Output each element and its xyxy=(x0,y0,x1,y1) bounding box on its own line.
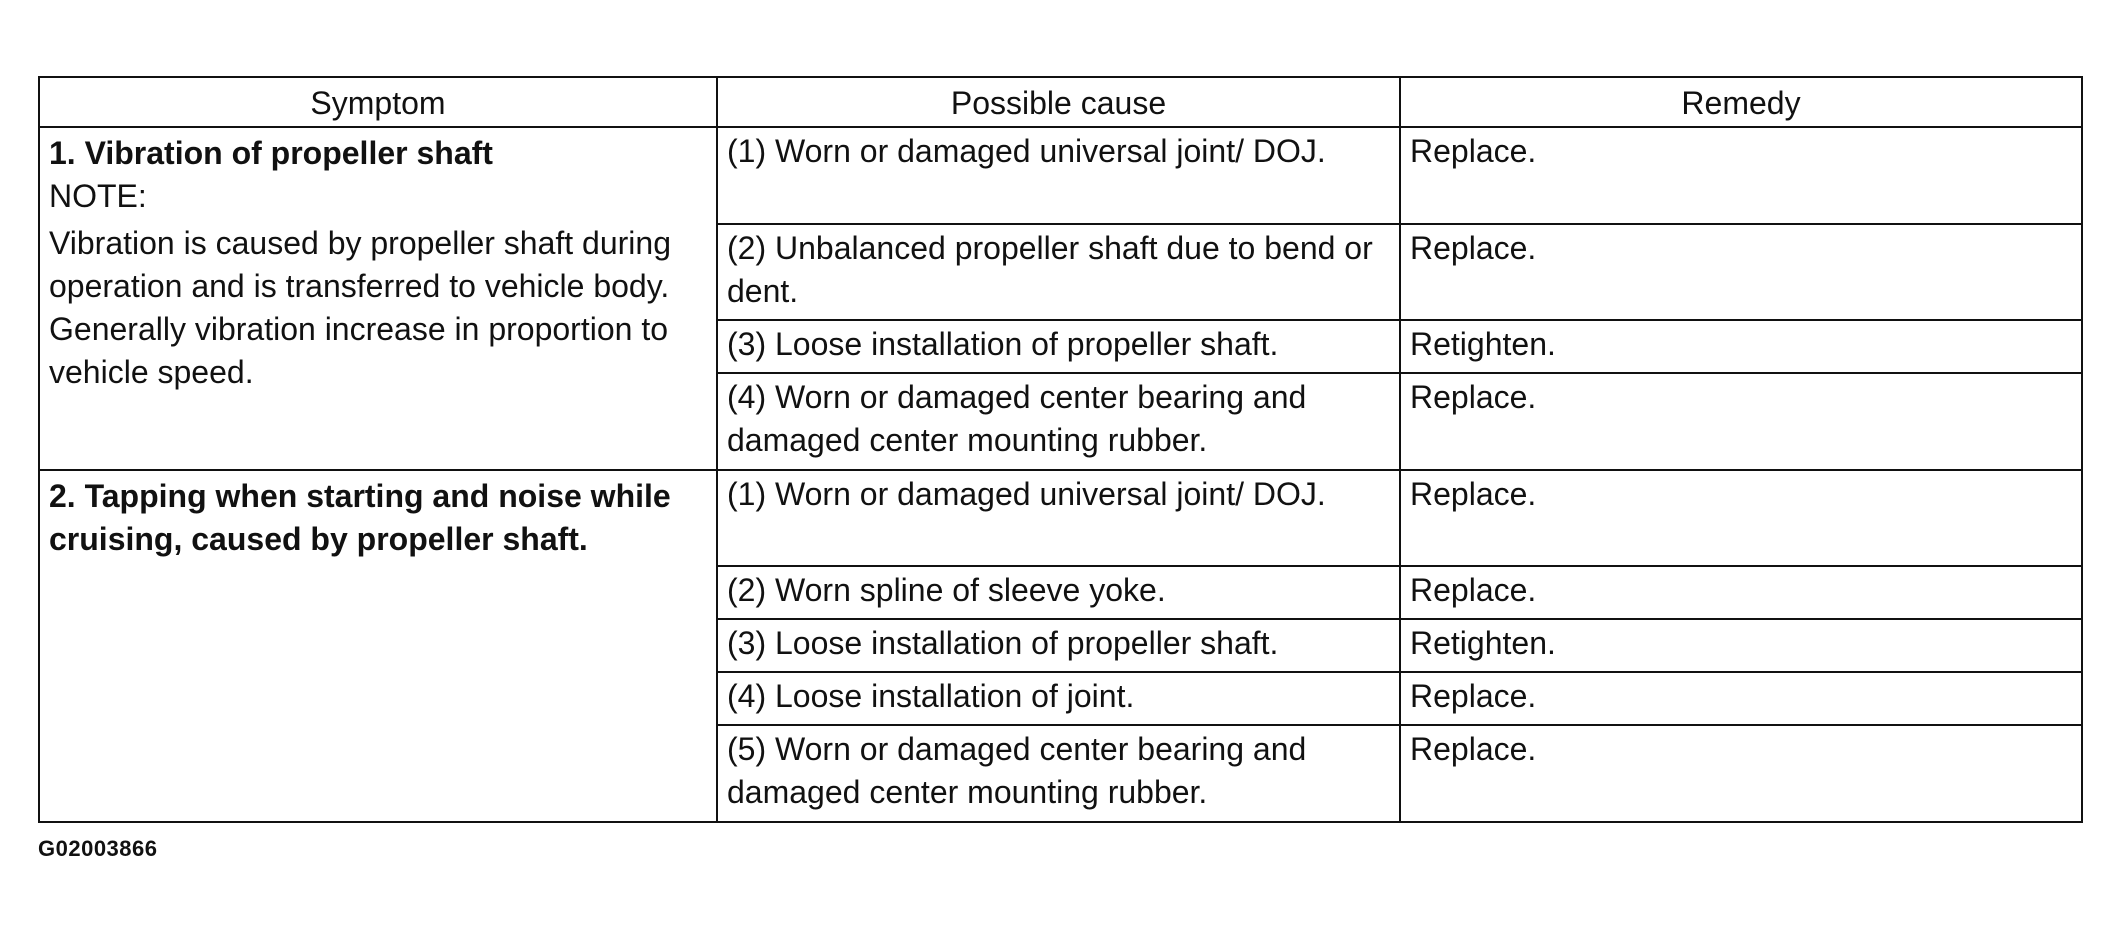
cause-cell: (4) Worn or damaged center bearing and damaged center mounting rubber. xyxy=(717,373,1400,470)
note-label: NOTE: xyxy=(49,178,147,214)
cause-cell: (1) Worn or damaged universal joint/ DOJ. xyxy=(717,470,1400,566)
remedy-cell: Replace. xyxy=(1400,725,2082,822)
remedy-cell: Retighten. xyxy=(1400,320,2082,373)
remedy-cell: Replace. xyxy=(1400,224,2082,320)
remedy-cell: Replace. xyxy=(1400,566,2082,619)
remedy-cell: Retighten. xyxy=(1400,619,2082,672)
table-row xyxy=(39,470,2082,566)
remedy-cell: Replace. xyxy=(1400,672,2082,725)
cause-cell: (1) Worn or damaged universal joint/ DOJ. xyxy=(717,127,1400,224)
remedy-cell: Replace. xyxy=(1400,373,2082,470)
header-remedy: Remedy xyxy=(1400,77,2082,127)
header-row xyxy=(39,77,2082,127)
symptom-title: 1. Vibration of propeller shaft xyxy=(49,135,493,171)
header-possible-cause: Possible cause xyxy=(717,77,1400,127)
symptom-title: 2. Tapping when starting and noise while cruising, caused by propeller shaft. xyxy=(49,478,671,557)
figure-code: G02003866 xyxy=(38,836,158,861)
cause-cell: (2) Worn spline of sleeve yoke. xyxy=(717,566,1400,619)
symptom-cell xyxy=(39,127,717,470)
table-row xyxy=(39,127,2082,224)
diagnostics-table xyxy=(38,76,2083,823)
cause-cell: (3) Loose installation of propeller shaft. xyxy=(717,619,1400,672)
cause-cell: (2) Unbalanced propeller shaft due to bend or dent. xyxy=(717,224,1400,320)
cause-cell: (5) Worn or damaged center bearing and damaged center mounting rubber. xyxy=(717,725,1400,822)
cause-cell: (4) Loose installation of joint. xyxy=(717,672,1400,725)
remedy-cell: Replace. xyxy=(1400,470,2082,566)
note-text: Vibration is caused by propeller shaft during operation and is transferred to vehicle body. Generally vibration increase in proportion to vehicle speed. xyxy=(49,225,671,390)
remedy-cell: Replace. xyxy=(1400,127,2082,224)
cause-cell: (3) Loose installation of propeller shaft. xyxy=(717,320,1400,373)
header-symptom: Symptom xyxy=(39,77,717,127)
symptom-cell xyxy=(39,470,717,822)
